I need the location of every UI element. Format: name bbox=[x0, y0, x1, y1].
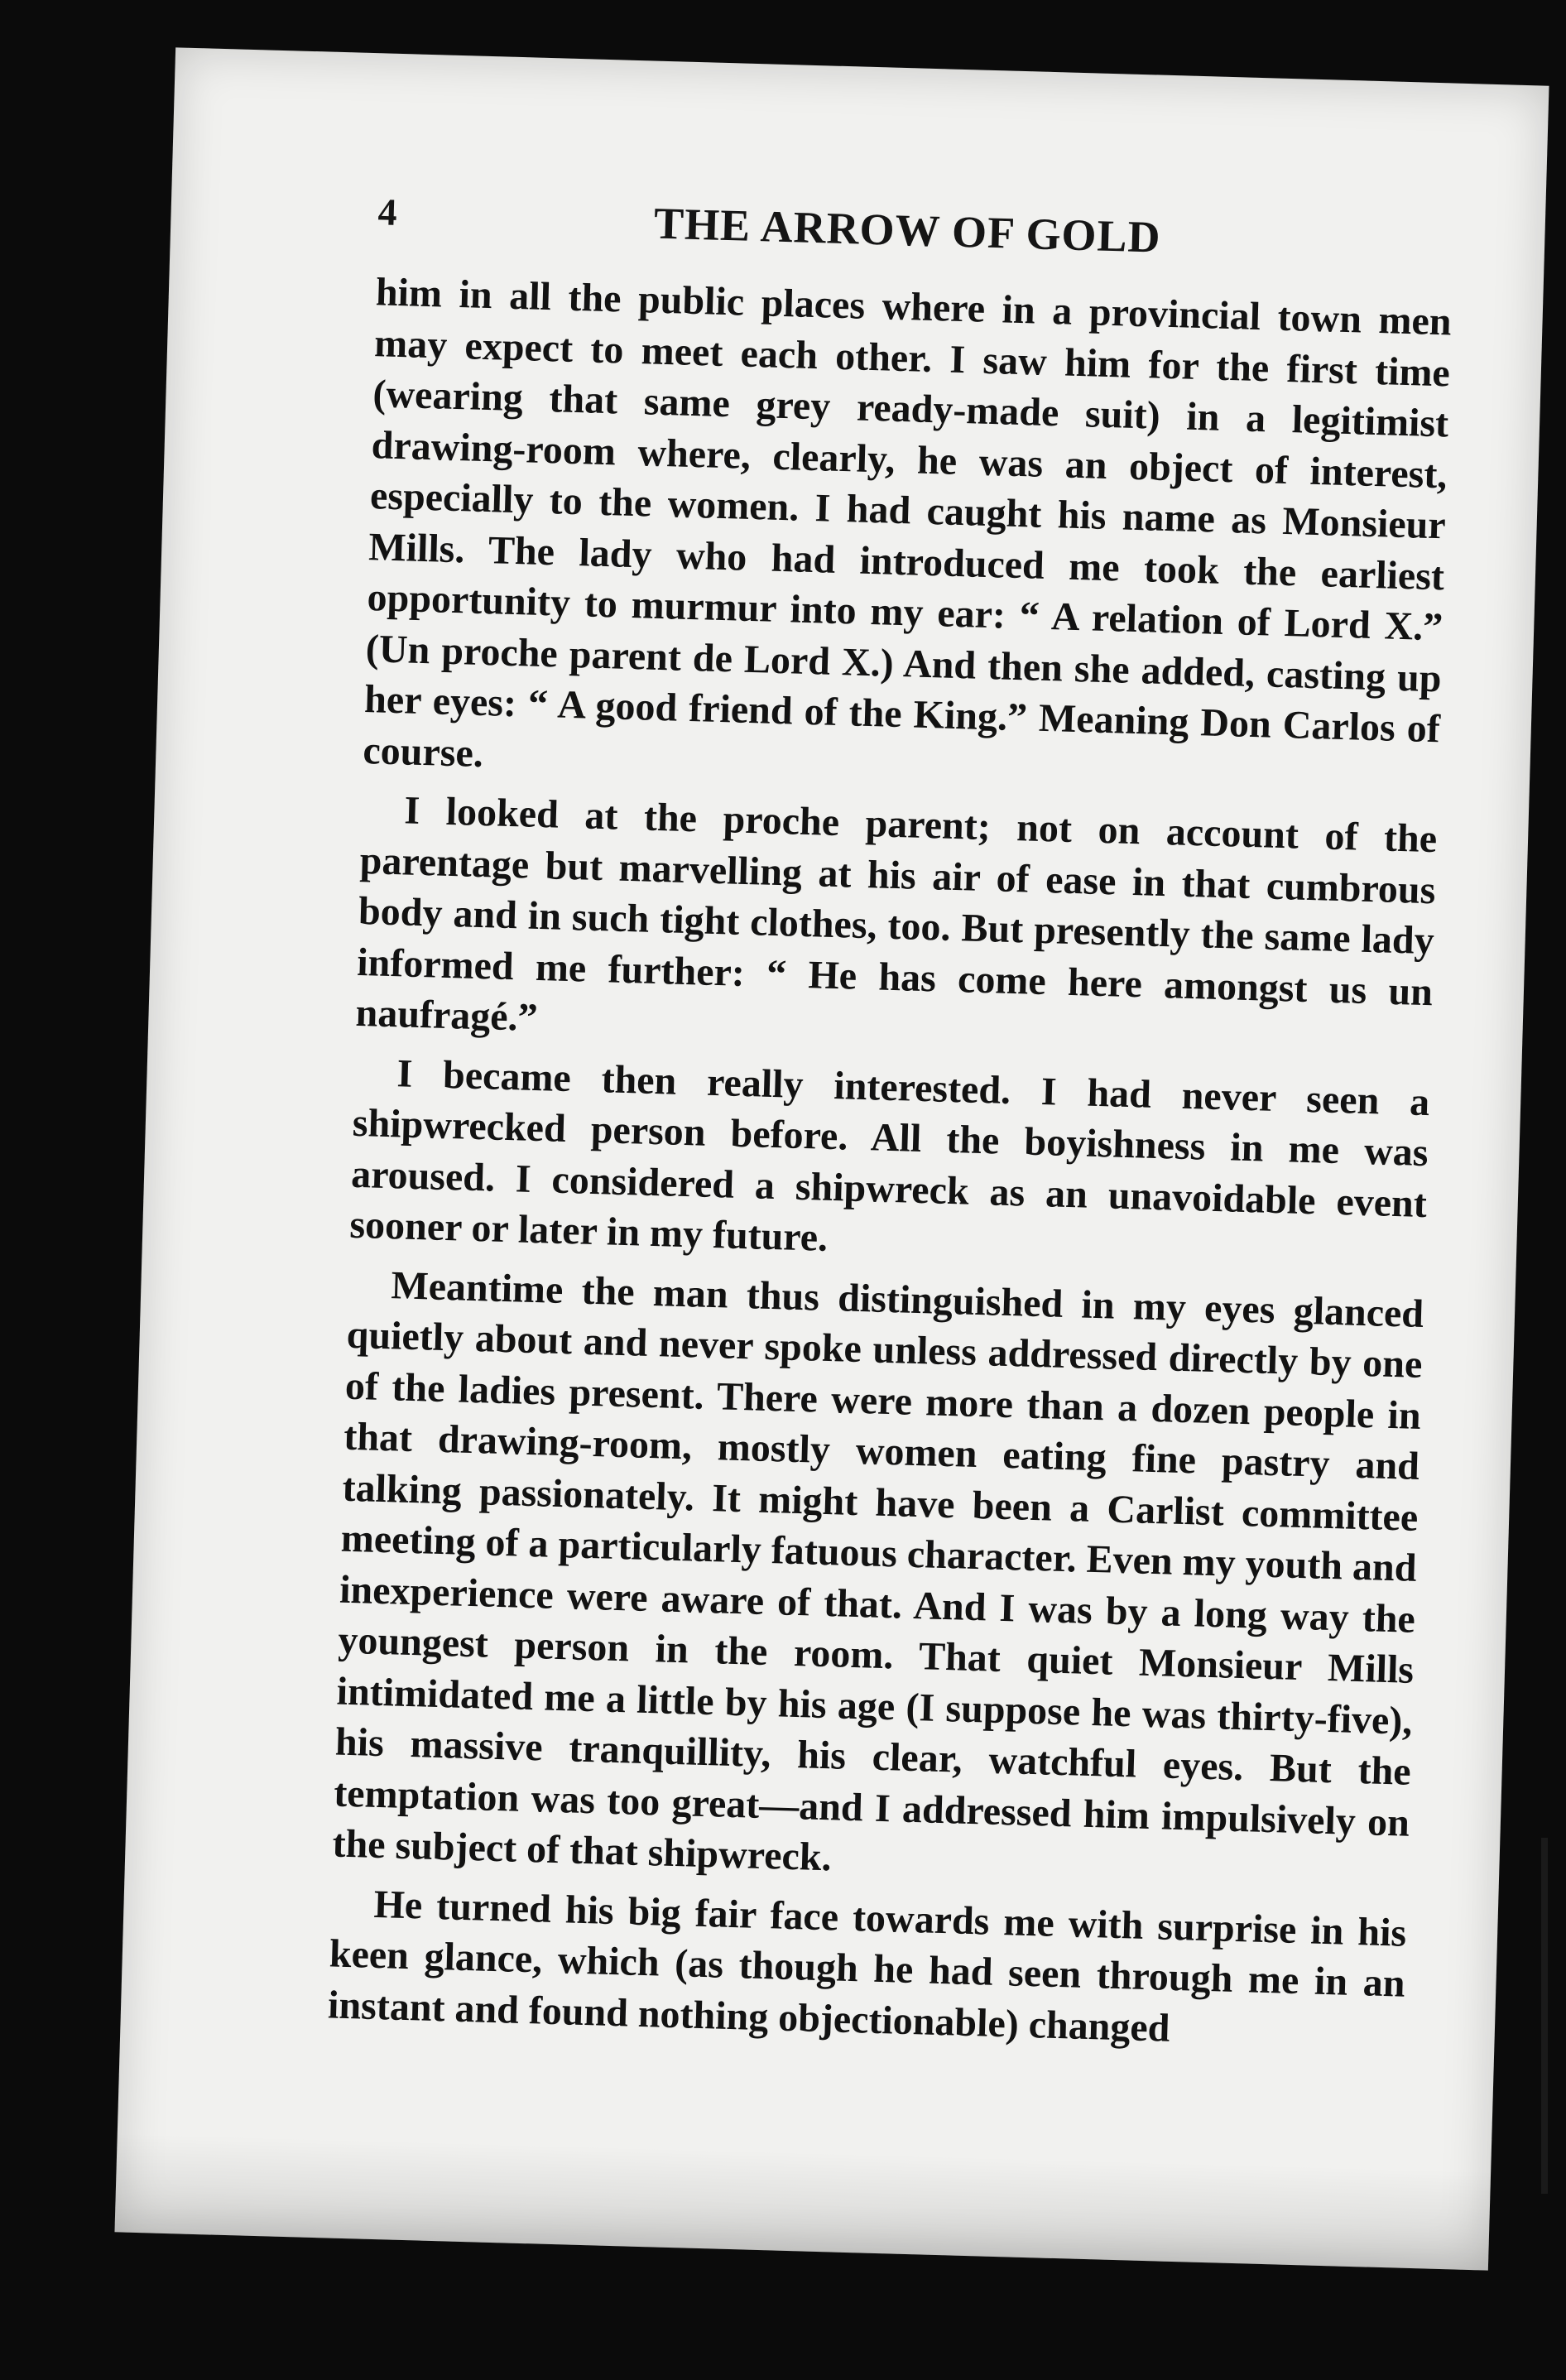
paragraph: him in all the public places where in a provincial town men may expect to meet each other. I saw him for the first time (wearing that same grey ready-made suit) in a legitimist drawing-room where, clearly, he was an object of interest, especially to the women. I had caught his name as Monsieur Mills. The lady who had introduced me took the earliest opportunity to murmur into my ear: “ A relation of Lord X.” (Un proche parent de Lord X.) And then she added, casting up her eyes: “ A good friend of the King.” Meaning Don Carlos of course. bbox=[362, 270, 1453, 776]
page-edge-mark bbox=[1541, 1838, 1548, 2194]
running-title: THE ARROW OF GOLD bbox=[653, 198, 1162, 262]
body-text bbox=[327, 267, 1452, 2068]
page-number: 4 bbox=[377, 190, 398, 233]
paragraph: I became then really interested. I had never seen a shipwrecked person before. All the boyishness in me was aroused. I considered a shipwreck as an unavoidable event sooner or later in my future. bbox=[348, 1051, 1430, 1260]
paragraph: He turned his big fair face towards me with surprise in his keen glance, which (as though he had seen through me in an instant and found nothing objectionable) changed bbox=[327, 1882, 1407, 2051]
book-page bbox=[114, 47, 1549, 2270]
paragraph: I looked at the proche parent; not on account of the parentage but marvelling at his air of ease in that cumbrous body and in such tight clothes, too. But presently the same lady informed me further: “ He has come here amongst us un naufragé.” bbox=[354, 788, 1438, 1040]
paragraph: Meantime the man thus distinguished in my eyes glanced quietly about and never spoke unless addressed directly by one of the ladies present. There were more than a dozen people in that drawing-room, mostly women eating fine pastry and talking passionately. It might have been a Carlist committee meeting of a particularly fatuous character. Even my youth and inexperience were aware of that. And I was by a long way the youngest person in the room. That quiet Monsieur Mills intimidated me a little by his age (I suppose he was thirty-five), his massive tranquillity, his clear, watchful eyes. But the temptation was too great—and I addressed him impulsively on the subject of that shipwreck. bbox=[331, 1262, 1424, 1880]
